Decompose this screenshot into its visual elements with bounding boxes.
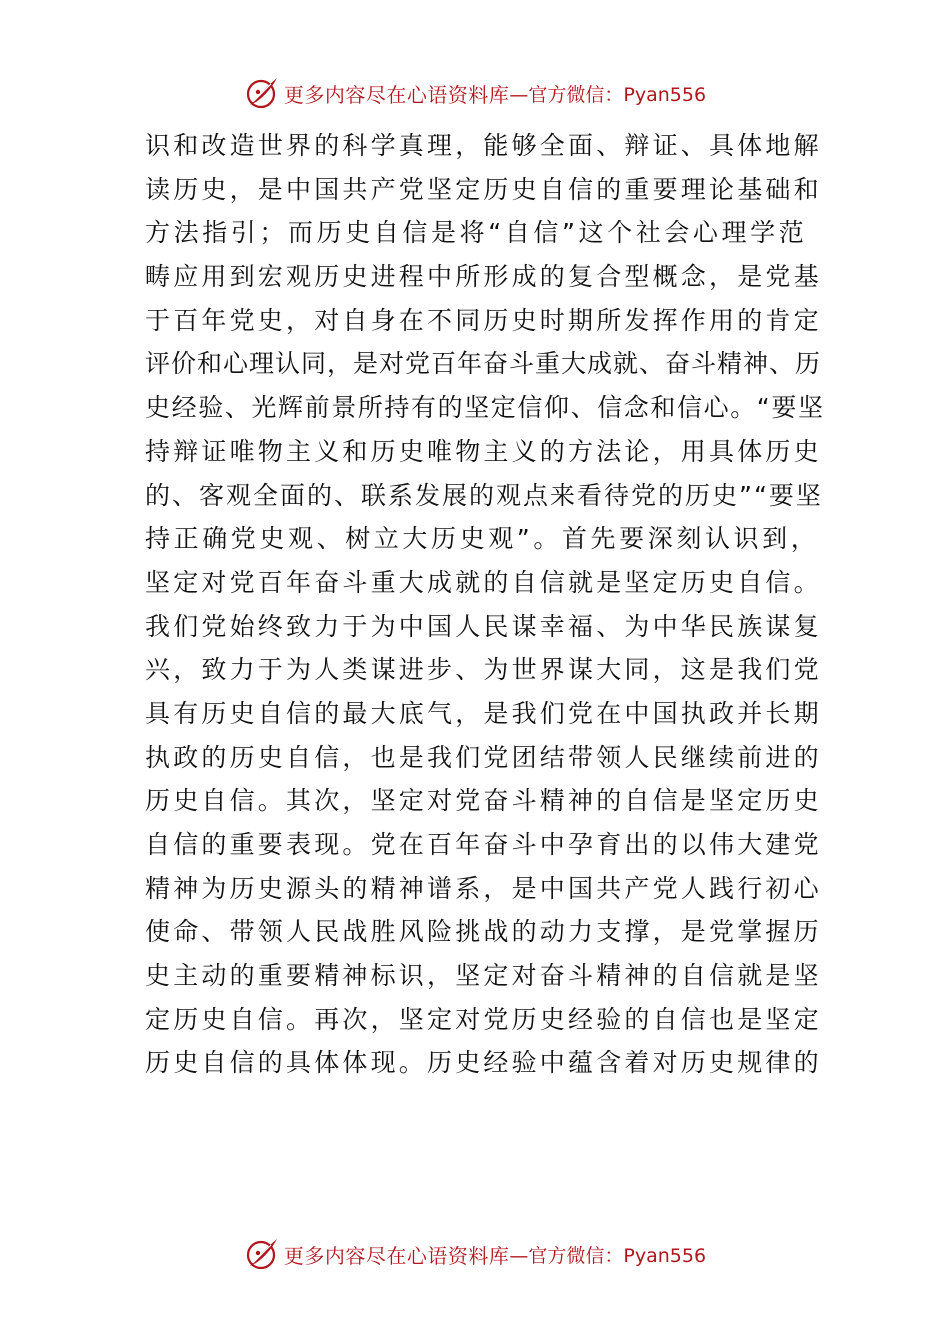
text-line: 持辩证唯物主义和历史唯物主义的方法论，用具体历史 bbox=[145, 436, 822, 466]
text-line: 具有历史自信的最大底气，是我们党在中国执政并长期 bbox=[145, 698, 822, 728]
text-line: 坚定对党百年奋斗重大成就的自信就是坚定历史自信。 bbox=[145, 567, 822, 597]
text-line: 执政的历史自信，也是我们党团结带领人民继续前进的 bbox=[145, 742, 822, 772]
footer-wechat: —官方微信：Pyan556 bbox=[509, 1244, 707, 1267]
text-line: 使命、带领人民战胜风险挑战的动力支撑，是党掌握历 bbox=[145, 917, 822, 947]
text-line: 历史自信的具体体现。历史经验中蕴含着对历史规律的 bbox=[145, 1048, 822, 1078]
text-line: 方法指引；而历史自信是将“自信”这个社会心理学范 bbox=[145, 218, 808, 248]
text-line: 的、客观全面的、联系发展的观点来看待党的历史”“要坚 bbox=[145, 480, 823, 510]
text-line: 定历史自信。再次，坚定对党历史经验的自信也是坚定 bbox=[145, 1004, 822, 1034]
text-line: 读历史，是中国共产党坚定历史自信的重要理论基础和 bbox=[145, 174, 822, 204]
text-line: 我们党始终致力于为中国人民谋幸福、为中华民族谋复 bbox=[145, 611, 822, 641]
document-body bbox=[145, 124, 825, 1085]
header-banner bbox=[0, 71, 950, 115]
footer-banner bbox=[0, 1232, 950, 1276]
text-line: 史主动的重要精神标识，坚定对奋斗精神的自信就是坚 bbox=[145, 961, 822, 991]
footer-title: 更多内容尽在心语资料库 bbox=[283, 1243, 510, 1268]
text-line: 精神为历史源头的精神谱系，是中国共产党人践行初心 bbox=[145, 873, 822, 903]
quill-logo-icon bbox=[244, 1236, 280, 1272]
text-line: 史经验、光辉前景所持有的坚定信仰、信念和信心。“要坚 bbox=[145, 393, 825, 423]
text-line: 自信的重要表现。党在百年奋斗中孕育出的以伟大建党 bbox=[145, 830, 822, 859]
quill-logo-icon bbox=[244, 75, 280, 111]
header-title: 更多内容尽在心语资料库 bbox=[283, 82, 510, 107]
text-line: 识和改造世界的科学真理，能够全面、辩证、具体地解 bbox=[145, 131, 822, 160]
text-line: 评价和心理认同，是对党百年奋斗重大成就、奋斗精神、历 bbox=[145, 349, 822, 379]
header-wechat: —官方微信：Pyan556 bbox=[509, 83, 707, 106]
text-line: 兴，致力于为人类谋进步、为世界谋大同，这是我们党 bbox=[145, 655, 822, 685]
text-line: 于百年党史，对自身在不同历史时期所发挥作用的肯定 bbox=[145, 305, 822, 335]
text-line: 畴应用到宏观历史进程中所形成的复合型概念，是党基 bbox=[145, 262, 822, 292]
text-line: 持正确党史观、树立大历史观”。首先要深刻认识到， bbox=[145, 524, 820, 554]
text-line: 历史自信。其次，坚定对党奋斗精神的自信是坚定历史 bbox=[145, 786, 822, 816]
